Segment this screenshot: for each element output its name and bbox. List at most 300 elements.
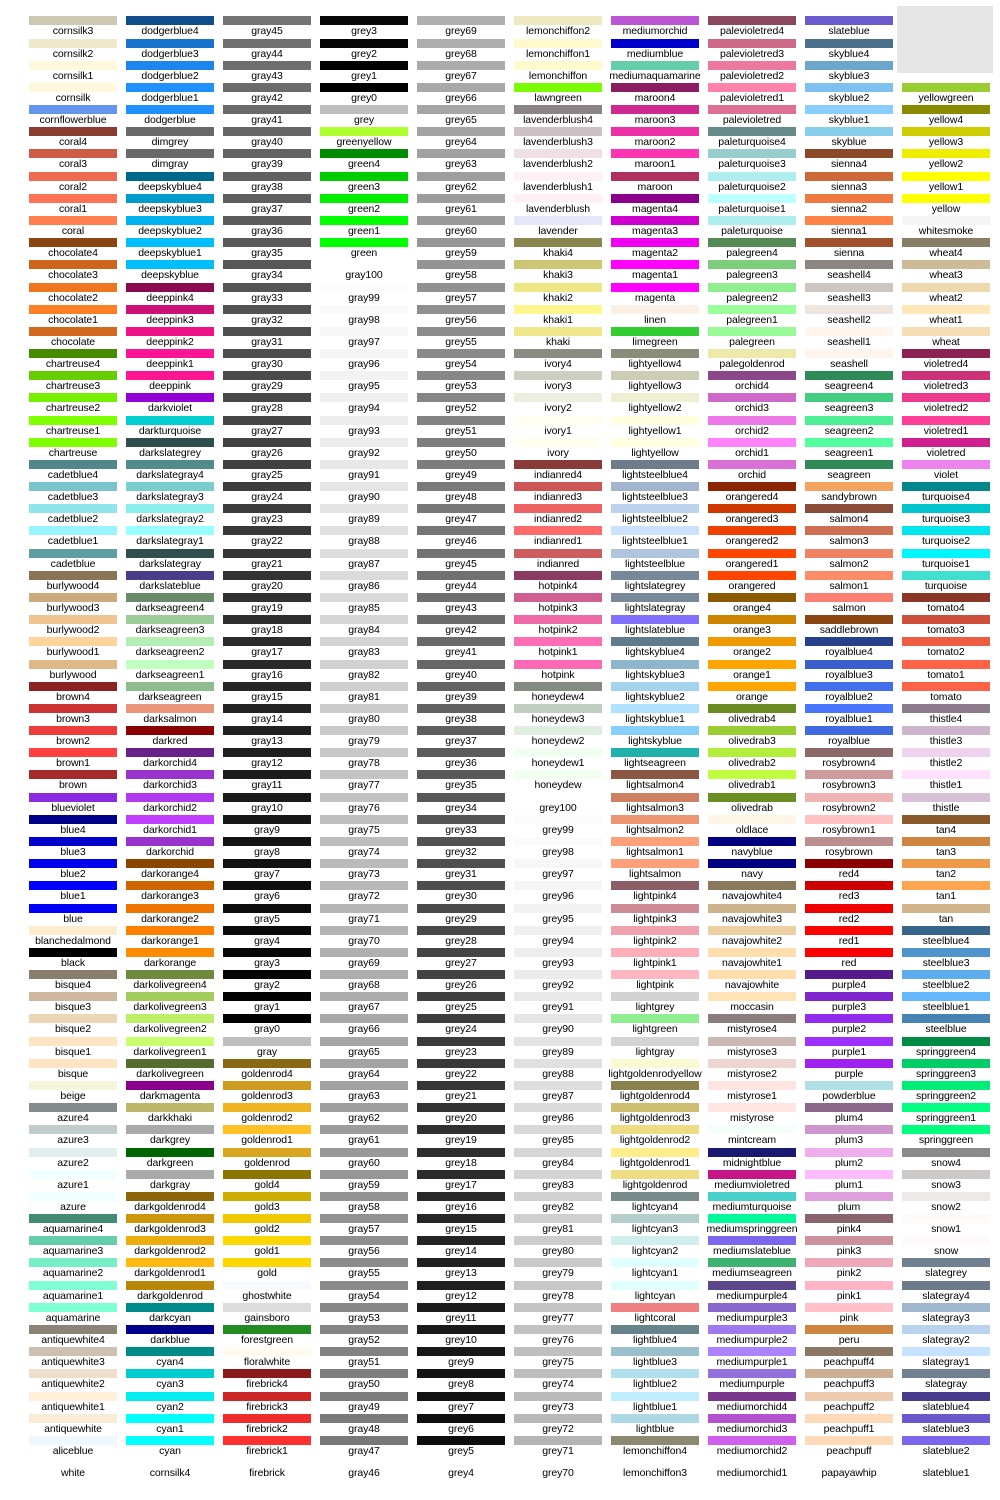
- swatch: [805, 969, 893, 991]
- swatch-color-bar: [514, 460, 602, 469]
- swatch-color-bar: [417, 881, 505, 890]
- swatch-color-bar: [611, 615, 699, 624]
- swatch-label: slategray3: [922, 1311, 970, 1324]
- swatch-color-bar: [126, 793, 214, 802]
- swatch-color-bar: [611, 571, 699, 580]
- swatch-color-bar: [320, 16, 408, 25]
- swatch-color-bar: [320, 1103, 408, 1112]
- swatch-label: steelblue2: [922, 979, 970, 991]
- swatch-label: orangered3: [725, 513, 779, 526]
- swatch: [417, 570, 505, 592]
- swatch: [805, 525, 893, 547]
- swatch-label: peru: [838, 1333, 860, 1346]
- swatch-color-bar: [29, 371, 117, 380]
- swatch-label: lightgoldenrod2: [619, 1134, 691, 1147]
- swatch-label: grey43: [445, 602, 477, 614]
- swatch: [320, 858, 408, 880]
- swatch-label: grey1: [351, 69, 377, 82]
- swatch: [514, 126, 602, 148]
- swatch-label: paleturquoise: [721, 224, 783, 237]
- swatch-color-bar: [29, 926, 117, 935]
- swatch-label: grey86: [542, 1112, 574, 1125]
- swatch: [611, 1435, 699, 1457]
- swatch: [805, 259, 893, 281]
- swatch-color-bar: [126, 970, 214, 979]
- swatch-color-bar: [902, 1214, 990, 1223]
- swatch: [805, 437, 893, 459]
- swatch-color-bar: [611, 1258, 699, 1267]
- swatch: [514, 415, 602, 437]
- swatch-label: goldenrod4: [241, 1067, 293, 1080]
- swatch-label: rosybrown1: [822, 823, 876, 836]
- swatch-color-bar: [902, 504, 990, 513]
- swatch-color-bar: [514, 859, 602, 868]
- swatch-label: chartreuse2: [45, 402, 101, 415]
- swatch: [126, 1169, 214, 1191]
- swatch: [708, 747, 796, 769]
- swatch: [805, 1257, 893, 1279]
- swatch: [320, 326, 408, 348]
- swatch: [417, 282, 505, 304]
- swatch: [417, 1457, 505, 1479]
- swatch-color-bar: [805, 16, 893, 25]
- swatch-label: firebrick4: [246, 1378, 288, 1391]
- swatch: [320, 237, 408, 259]
- swatch-color-bar: [514, 549, 602, 558]
- swatch-label: hotpink4: [538, 579, 578, 592]
- swatch: [611, 880, 699, 902]
- swatch: [320, 304, 408, 326]
- swatch: [902, 1235, 990, 1257]
- swatch: [514, 148, 602, 170]
- swatch: [611, 370, 699, 392]
- swatch: [223, 304, 311, 326]
- swatch: [902, 548, 990, 570]
- swatch-color-bar: [708, 283, 796, 292]
- swatch-label: turquoise1: [921, 557, 971, 570]
- swatch-color-bar: [126, 260, 214, 269]
- swatch-color-bar: [902, 1037, 990, 1046]
- swatch-label: grey19: [445, 1134, 477, 1147]
- swatch-color-bar: [514, 194, 602, 203]
- swatch-label: limegreen: [632, 335, 678, 348]
- swatch-label: red: [841, 956, 857, 969]
- swatch: [126, 459, 214, 481]
- swatch-color-bar: [708, 970, 796, 979]
- swatch-label: grey64: [445, 136, 477, 149]
- swatch-label: gold: [257, 1267, 277, 1280]
- swatch-color-bar: [320, 1214, 408, 1223]
- swatch-label: mediumblue: [626, 47, 684, 60]
- swatch: [902, 1346, 990, 1368]
- swatch-label: navy: [741, 868, 763, 881]
- swatch: [708, 215, 796, 237]
- swatch-label: mediumpurple: [719, 1378, 785, 1391]
- swatch-color-bar: [126, 571, 214, 580]
- swatch-label: darkmagenta: [139, 1089, 201, 1102]
- swatch-label: gray56: [348, 1245, 380, 1258]
- swatch-color-bar: [514, 1103, 602, 1112]
- swatch-label: khaki4: [543, 247, 573, 260]
- swatch: [611, 1324, 699, 1346]
- swatch-color-bar: [320, 194, 408, 203]
- swatch-label: pink: [839, 1311, 859, 1324]
- swatch-label: bisque: [57, 1067, 89, 1080]
- swatch-label: grey67: [445, 69, 477, 82]
- swatch-label: burlywood1: [46, 646, 100, 659]
- swatch-label: violet: [934, 468, 958, 481]
- swatch: [223, 1302, 311, 1324]
- swatch: [708, 282, 796, 304]
- swatch: [126, 1235, 214, 1257]
- swatch: [708, 1457, 796, 1479]
- swatch-color-bar: [805, 926, 893, 935]
- swatch: [223, 1280, 311, 1302]
- swatch-label: tan4: [935, 823, 957, 836]
- swatch-color-bar: [902, 615, 990, 624]
- swatch-color-bar: [514, 438, 602, 447]
- swatch: [805, 148, 893, 170]
- swatch-label: mediumaquamarine: [609, 69, 701, 82]
- swatch-color-bar: [126, 105, 214, 114]
- swatch-label: gray84: [348, 624, 380, 637]
- swatch-label: peachpuff: [826, 1444, 872, 1457]
- swatch-color-bar: [320, 1347, 408, 1356]
- swatch: [611, 903, 699, 925]
- swatch: [320, 1213, 408, 1235]
- swatch-label: mistyrose: [729, 1112, 775, 1125]
- swatch-color-bar: [805, 815, 893, 824]
- swatch-label: palevioletred: [722, 114, 782, 126]
- swatch: [902, 1213, 990, 1235]
- swatch-label: gray86: [348, 579, 380, 592]
- swatch-label: grey26: [445, 979, 477, 991]
- swatch-label: grey32: [445, 846, 477, 858]
- swatch-color-bar: [126, 1281, 214, 1290]
- swatch-color-bar: [708, 238, 796, 247]
- swatch-label: lightskyblue: [628, 735, 682, 748]
- swatch-color-bar: [417, 39, 505, 48]
- swatch-label: magenta1: [632, 269, 678, 282]
- swatch-color-bar: [223, 260, 311, 269]
- swatch: [708, 681, 796, 703]
- swatch-label: gray82: [348, 668, 380, 681]
- swatch-label: gray26: [251, 446, 283, 459]
- swatch-label: gray76: [348, 801, 380, 814]
- swatch-color-bar: [223, 1014, 311, 1023]
- swatch-color-bar: [611, 881, 699, 890]
- swatch: [417, 703, 505, 725]
- swatch-label: darkorchid: [145, 846, 195, 858]
- swatch-color-bar: [514, 1369, 602, 1378]
- swatch-label: grey97: [542, 868, 574, 881]
- swatch-color-bar: [805, 1170, 893, 1179]
- swatch-label: darkgoldenrod3: [134, 1223, 206, 1235]
- swatch-label: grey35: [445, 779, 477, 792]
- swatch-color-bar: [514, 1214, 602, 1223]
- swatch-color-bar: [611, 970, 699, 979]
- swatch-label: lightpink4: [633, 890, 677, 903]
- swatch: [417, 326, 505, 348]
- swatch-label: grey40: [445, 668, 477, 681]
- swatch: [320, 1191, 408, 1213]
- swatch-label: palegreen4: [726, 247, 778, 260]
- swatch: [611, 171, 699, 193]
- swatch-label: azure4: [57, 1112, 89, 1125]
- swatch-label: coral2: [59, 180, 87, 193]
- swatch: [417, 681, 505, 703]
- swatch-label: mediumorchid1: [716, 1467, 788, 1479]
- swatch: [902, 925, 990, 947]
- swatch-color-bar: [805, 770, 893, 779]
- swatch-label: purple2: [831, 1023, 867, 1036]
- swatch-color-bar: [29, 327, 117, 336]
- swatch: [514, 104, 602, 126]
- swatch-color-bar: [708, 416, 796, 425]
- swatch: [805, 1280, 893, 1302]
- swatch-color-bar: [29, 1214, 117, 1223]
- swatch-color-bar: [223, 637, 311, 646]
- swatch: [417, 15, 505, 37]
- swatch-label: lightskyblue1: [625, 712, 685, 725]
- swatch-label: ivory4: [544, 358, 572, 370]
- swatch: [708, 703, 796, 725]
- swatch: [902, 525, 990, 547]
- swatch-label: hotpink1: [538, 646, 578, 659]
- swatch-label: lightslategrey: [624, 579, 686, 592]
- swatch: [514, 1235, 602, 1257]
- swatch: [417, 348, 505, 370]
- swatch-label: indianred: [536, 557, 580, 570]
- swatch-label: brown: [58, 779, 88, 792]
- swatch: [126, 415, 214, 437]
- swatch-label: greenyellow: [336, 136, 392, 149]
- swatch-color-bar: [902, 1125, 990, 1134]
- swatch-color-bar: [126, 127, 214, 136]
- swatch-label: grey28: [445, 934, 477, 947]
- swatch: [320, 1235, 408, 1257]
- swatch: [417, 1013, 505, 1035]
- swatch-label: gray37: [251, 202, 283, 215]
- swatch-label: olivedrab1: [728, 779, 776, 792]
- swatch: [514, 1124, 602, 1146]
- swatch-color-bar: [805, 1369, 893, 1378]
- swatch-label: khaki: [545, 335, 570, 348]
- swatch-label: mediumorchid: [622, 25, 688, 38]
- swatch-color-bar: [611, 438, 699, 447]
- swatch-label: dodgerblue: [144, 114, 196, 126]
- swatch-color-bar: [417, 948, 505, 957]
- swatch-label: grey36: [445, 757, 477, 770]
- swatch-label: royalblue3: [825, 668, 873, 681]
- swatch: [29, 82, 117, 104]
- swatch: [29, 548, 117, 570]
- swatch: [223, 459, 311, 481]
- swatch: [223, 725, 311, 747]
- swatch-color-bar: [902, 194, 990, 203]
- swatch-color-bar: [126, 1436, 214, 1445]
- swatch-color-bar: [29, 660, 117, 669]
- swatch-label: plum3: [834, 1134, 864, 1147]
- swatch: [708, 1147, 796, 1169]
- swatch: [805, 215, 893, 237]
- swatch: [708, 1013, 796, 1035]
- swatch-label: yellow3: [928, 136, 964, 149]
- swatch-label: gray69: [348, 956, 380, 969]
- swatch-color-bar: [902, 881, 990, 890]
- swatch-label: royalblue1: [825, 712, 873, 725]
- swatch-label: springgreen1: [915, 1112, 977, 1125]
- swatch-label: grey72: [542, 1422, 574, 1435]
- swatch: [805, 1058, 893, 1080]
- swatch-color-bar: [126, 172, 214, 181]
- swatch-label: grey45: [445, 557, 477, 570]
- swatch-color-bar: [514, 1436, 602, 1445]
- swatch: [708, 104, 796, 126]
- swatch-color-bar: [223, 216, 311, 225]
- swatch: [320, 282, 408, 304]
- swatch-color-bar: [611, 283, 699, 292]
- swatch-color-bar: [320, 83, 408, 92]
- swatch-label: lavenderblush4: [523, 114, 593, 126]
- swatch-color-bar: [126, 637, 214, 646]
- swatch-color-bar: [611, 482, 699, 491]
- swatch: [805, 1302, 893, 1324]
- swatch-label: grey2: [351, 47, 377, 60]
- swatch-label: grey58: [445, 269, 477, 282]
- swatch-color-bar: [320, 1081, 408, 1090]
- swatch: [126, 614, 214, 636]
- swatch: [126, 1124, 214, 1146]
- swatch-color-bar: [902, 682, 990, 691]
- swatch: [902, 326, 990, 348]
- swatch: [805, 282, 893, 304]
- swatch-label: aquamarine3: [42, 1245, 104, 1258]
- swatch: [417, 237, 505, 259]
- swatch-color-bar: [417, 127, 505, 136]
- swatch: [126, 215, 214, 237]
- swatch: [902, 481, 990, 503]
- swatch-label: khaki1: [543, 313, 573, 326]
- swatch-label: olivedrab3: [728, 735, 776, 748]
- swatch: [417, 1302, 505, 1324]
- swatch-color-bar: [611, 238, 699, 247]
- swatch: [417, 437, 505, 459]
- swatch-color-bar: [223, 83, 311, 92]
- swatch: [126, 903, 214, 925]
- swatch-color-bar: [29, 815, 117, 824]
- swatch: [708, 481, 796, 503]
- swatch-color-bar: [320, 704, 408, 713]
- swatch-label: lightgreen: [632, 1023, 678, 1036]
- swatch-color-bar: [708, 549, 796, 558]
- swatch: [611, 1413, 699, 1435]
- swatch-label: darkolivegreen2: [133, 1023, 207, 1036]
- swatch-label: gray78: [348, 757, 380, 770]
- swatch: [320, 548, 408, 570]
- swatch-color-bar: [29, 1303, 117, 1312]
- swatch: [320, 747, 408, 769]
- swatch-label: rosybrown4: [822, 757, 876, 770]
- swatch-label: darkslategray3: [136, 491, 204, 504]
- swatch-color-bar: [29, 216, 117, 225]
- swatch: [708, 82, 796, 104]
- swatch-label: ivory2: [544, 402, 572, 415]
- swatch: [29, 1235, 117, 1257]
- swatch-label: darkslategray: [139, 557, 201, 570]
- swatch-label: plum4: [834, 1112, 864, 1125]
- swatch: [126, 1102, 214, 1124]
- swatch-color-bar: [611, 593, 699, 602]
- swatch: [320, 370, 408, 392]
- swatch-label: violetred4: [923, 358, 969, 370]
- swatch-label: grey78: [542, 1289, 574, 1302]
- swatch-color-bar: [514, 349, 602, 358]
- swatch-label: darkslateblue: [139, 579, 201, 592]
- swatch: [417, 969, 505, 991]
- swatch-label: gold1: [254, 1245, 280, 1258]
- swatch: [708, 1213, 796, 1235]
- swatch: [708, 858, 796, 880]
- swatch: [320, 503, 408, 525]
- swatch-label: lightskyblue2: [625, 690, 685, 703]
- swatch: [708, 769, 796, 791]
- swatch-label: magenta3: [632, 224, 678, 237]
- swatch-label: grey12: [445, 1289, 477, 1302]
- swatch-label: lightyellow2: [628, 402, 682, 415]
- swatch: [902, 1257, 990, 1279]
- swatch-color-bar: [29, 305, 117, 314]
- swatch-label: gray27: [251, 424, 283, 437]
- swatch: [611, 437, 699, 459]
- swatch-label: blue4: [60, 823, 86, 836]
- swatch: [417, 947, 505, 969]
- swatch: [223, 82, 311, 104]
- swatch-color-bar: [514, 704, 602, 713]
- swatch: [29, 1191, 117, 1213]
- swatch-color-bar: [902, 105, 990, 114]
- swatch: [29, 215, 117, 237]
- swatch-color-bar: [611, 1037, 699, 1046]
- swatch-color-bar: [29, 1081, 117, 1090]
- swatch: [611, 304, 699, 326]
- swatch-label: seashell4: [827, 269, 871, 282]
- swatch: [320, 814, 408, 836]
- swatch: [29, 392, 117, 414]
- swatch-label: yellow1: [928, 180, 964, 193]
- swatch: [223, 1036, 311, 1058]
- swatch-label: violetred2: [923, 402, 969, 415]
- swatch-label: dimgrey: [151, 136, 189, 149]
- swatch-color-bar: [223, 105, 311, 114]
- swatch: [805, 1013, 893, 1035]
- swatch-label: darkolivegreen3: [133, 1001, 207, 1014]
- swatch: [611, 1013, 699, 1035]
- swatch: [320, 1457, 408, 1479]
- swatch-label: black: [60, 956, 85, 969]
- swatch-label: lightsteelblue2: [622, 513, 688, 526]
- swatch-label: darkgray: [149, 1178, 191, 1191]
- swatch: [611, 1147, 699, 1169]
- swatch: [514, 259, 602, 281]
- swatch: [126, 570, 214, 592]
- swatch-color-bar: [611, 16, 699, 25]
- swatch-label: gray14: [251, 712, 283, 725]
- swatch-color-bar: [902, 793, 990, 802]
- swatch-color-bar: [126, 393, 214, 402]
- swatch-color-bar: [708, 593, 796, 602]
- swatch-label: thistle4: [929, 712, 963, 725]
